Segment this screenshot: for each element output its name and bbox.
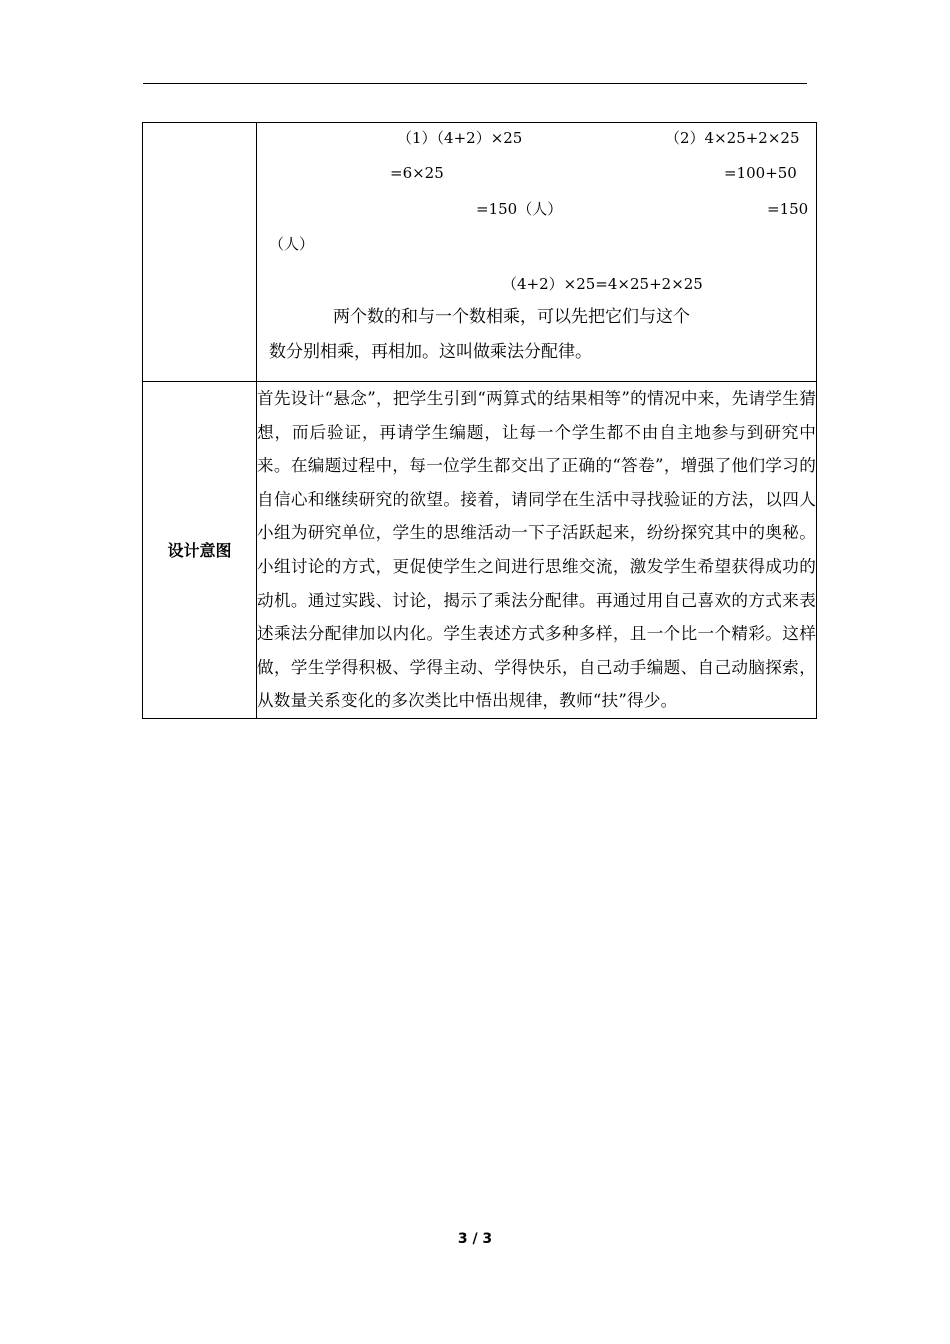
math-row (143, 123, 817, 382)
step-2b: =150 (767, 200, 809, 218)
math-row-label-cell (143, 123, 257, 382)
step-2c: （人） (269, 235, 315, 253)
rule-line-1: 两个数的和与一个数相乘，可以先把它们与这个 (333, 307, 690, 327)
design-intent-text: 首先设计“悬念”，把学生引到“两算式的结果相等”的情况中来，先请学生猜想，而后验证，再请学生编题，让每一个学生都不由自主地参与到研究中来。在编题过程中，每一位学生都交出了正确的“答卷”，增强了他们学习的自信心和继续研究的欲望。接着，请同学在生活中寻找验证的方法，以四人小组为研究单位，学生的思维活动一下子活跃起来，纷纷探究其中的奥秘。小组讨论的方式，更促使学生之间进行思维交流，激发学生希望获得成功的动机。通过实践、讨论，揭示了乘法分配律。再通过用自己喜欢的方式来表述乘法分配律加以内化。学生表述方式多种多样，且一个比一个精彩。这样做，学生学得积极、学得主动、学得快乐，自己动手编题、自己动脑探索，从数量关系变化的多次类比中悟出规律，教师“扶”得少。 (257, 382, 817, 719)
rule-line-2: 数分别相乘，再相加。这叫做乘法分配律。 (269, 342, 592, 362)
distributive-equation: （4+2）×25=4×25+2×25 (502, 275, 703, 293)
step-1b: =150（人） (476, 200, 563, 218)
expression-1: （1）（4+2）×25 (397, 129, 523, 147)
design-intent-label: 设计意图 (143, 382, 257, 719)
lesson-table (142, 122, 817, 719)
math-content-cell (257, 123, 817, 382)
step-2a: =100+50 (724, 164, 797, 182)
page-number: 3 / 3 (457, 1231, 493, 1247)
step-1a: =6×25 (390, 164, 444, 182)
design-intent-row (143, 382, 817, 719)
header-rule (143, 83, 807, 84)
expression-2: （2）4×25+2×25 (665, 129, 800, 147)
